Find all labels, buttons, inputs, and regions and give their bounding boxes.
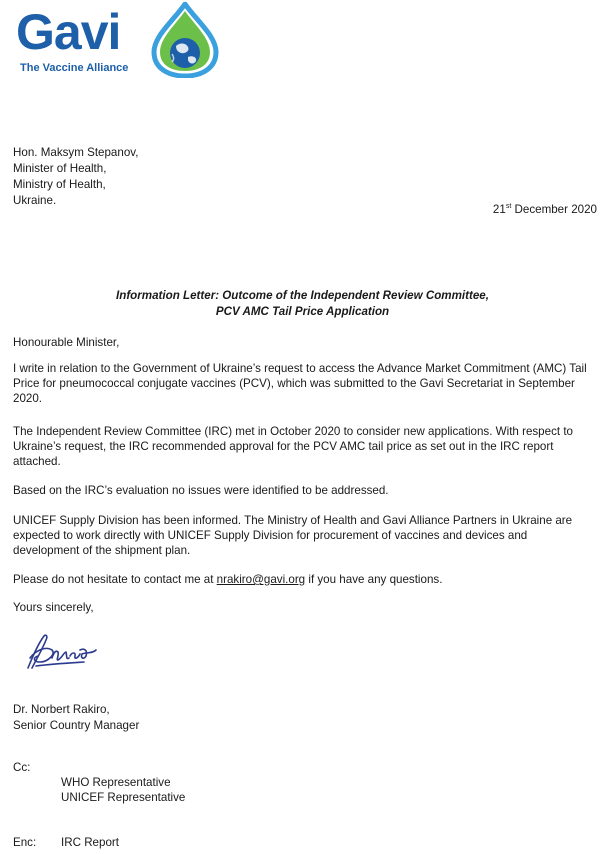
recipient-line: Ukraine. [13,194,57,207]
body-paragraph: UNICEF Supply Division has been informed. The Ministry of Health and Gavi Alliance Partners in Ukraine are expected to work directly with UNICEF Supply Division for procurement of vaccines and devices and development of the shipment plan. [13,514,573,557]
enc-value: IRC Report [61,836,119,849]
date-suffix: st [505,203,512,211]
signer-title: Senior Country Manager [13,719,140,732]
logo-wordmark: Gavi [16,4,121,60]
cc-label: Cc: [13,761,31,774]
signer-name: Dr. Norbert Rakiro, [13,703,110,716]
closing: Yours sincerely, [13,601,94,614]
handwritten-signature [22,628,102,674]
date-rest: December 2020 [511,203,597,216]
salutation: Honourable Minister, [13,336,120,349]
recipient-line: Minister of Health, [13,162,107,175]
contact-text: Please do not hesitate to contact me at [13,573,217,586]
letter-date [493,202,597,217]
signer-block [13,702,139,734]
subject-line: PCV AMC Tail Price Application [215,305,390,318]
body-paragraph: I write in relation to the Government of Ukraine’s request to access the Advance Market Commitment (AMC) Tail Price for pneumococcal conjugate vaccines (PCV), which was submitted to the Gavi Secretariat in September 2020. [13,362,587,405]
enc-label: Enc: [13,836,37,849]
recipient-line: Ministry of Health, [13,178,106,191]
cc-item: WHO Representative [61,776,171,789]
email-link[interactable]: nrakiro@gavi.org [216,573,306,586]
globe-drop-icon [150,2,220,78]
recipient-line: Hon. Maksym Stepanov, [13,146,139,159]
gavi-logo [12,2,217,80]
cc-item: UNICEF Representative [61,791,186,804]
letter-subject [0,288,605,320]
cc-list [61,775,185,805]
logo-tagline: The Vaccine Alliance [20,62,129,74]
recipient-address [13,145,138,209]
contact-text: if you have any questions. [305,573,443,586]
date-day: 21 [492,203,506,216]
subject-line: Information Letter: Outcome of the Independent Review Committee, [116,289,489,302]
body-paragraph: The Independent Review Committee (IRC) met in October 2020 to consider new applications. With respect to Ukraine’s request, the IRC recommended approval for the PCV AMC tail price as set out in the IRC report attached. [13,425,573,468]
body-paragraph: Based on the IRC’s evaluation no issues were identified to be addressed. [13,484,389,497]
body-paragraph [13,572,593,587]
